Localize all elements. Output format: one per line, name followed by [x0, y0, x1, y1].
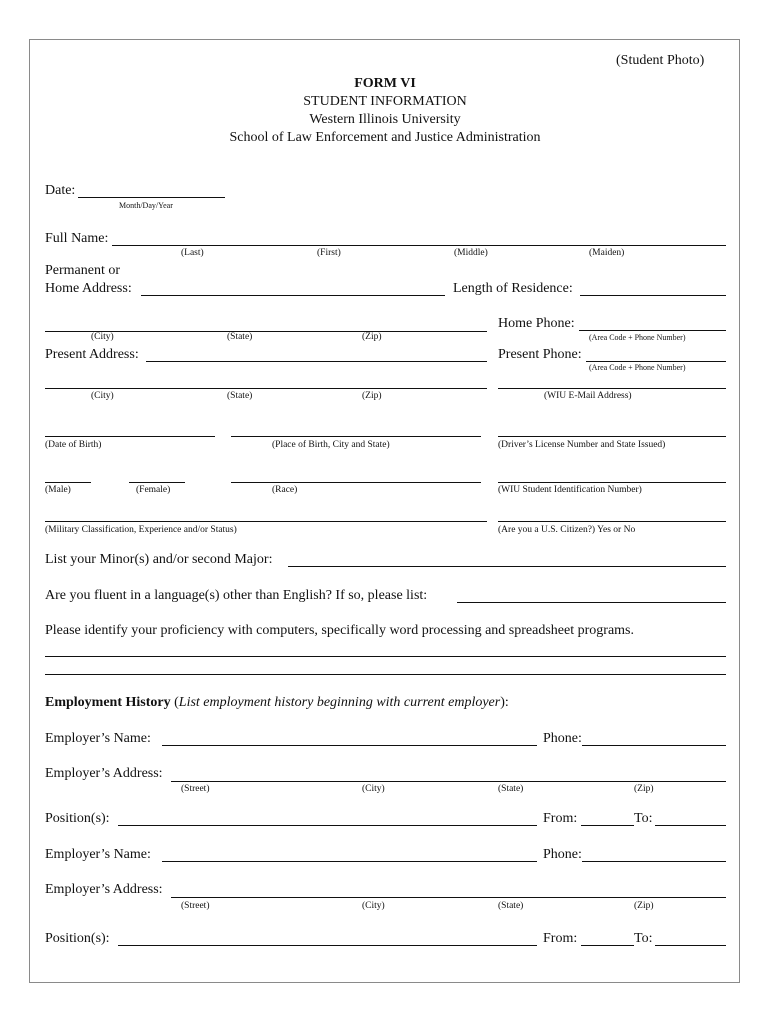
employer-name-field-2[interactable] [162, 861, 537, 862]
pob-hint: (Place of Birth, City and State) [272, 440, 390, 450]
wiu-id-field[interactable] [498, 482, 726, 483]
zip-hint-e1: (Zip) [634, 784, 654, 794]
race-hint: (Race) [272, 485, 298, 495]
residence-field[interactable] [580, 295, 726, 296]
maiden-hint: (Maiden) [589, 248, 625, 258]
employer-address-label-2: Employer’s Address: [45, 882, 163, 897]
computers-field-2[interactable] [45, 674, 726, 675]
present-address-field[interactable] [146, 361, 487, 362]
home-phone-label: Home Phone: [498, 316, 575, 331]
female-field[interactable] [129, 482, 185, 483]
date-hint: Month/Day/Year [119, 201, 173, 210]
position-label-2: Position(s): [45, 931, 110, 946]
from-field-1[interactable] [581, 825, 634, 826]
state-hint-2: (State) [227, 391, 253, 401]
zip-hint: (Zip) [362, 332, 382, 342]
state-hint-e2: (State) [498, 901, 524, 911]
city-hint-e1: (City) [362, 784, 385, 794]
employer-address-field-2[interactable] [171, 897, 726, 898]
military-field[interactable] [45, 521, 487, 522]
minor-field[interactable] [288, 566, 726, 567]
employer-phone-label-1: Phone: [543, 731, 582, 746]
form-title: STUDENT INFORMATION [303, 94, 467, 109]
male-field[interactable] [45, 482, 91, 483]
employer-name-field-1[interactable] [162, 745, 537, 746]
present-address-line2-field[interactable] [45, 388, 487, 389]
area-code-hint: (Area Code + Phone Number) [589, 333, 686, 342]
wiu-id-hint: (WIU Student Identification Number) [498, 485, 642, 495]
employer-name-label-2: Employer’s Name: [45, 847, 151, 862]
minor-label: List your Minor(s) and/or second Major: [45, 552, 273, 567]
permanent-label: Permanent or [45, 263, 121, 278]
form-number: FORM VI [354, 76, 416, 91]
present-phone-label: Present Phone: [498, 347, 582, 362]
military-hint: (Military Classification, Experience and/or Status) [45, 525, 237, 535]
from-field-2[interactable] [581, 945, 634, 946]
home-address-label: Home Address: [45, 281, 132, 296]
home-phone-field[interactable] [579, 330, 726, 331]
home-address-field[interactable] [141, 295, 445, 296]
male-hint: (Male) [45, 485, 71, 495]
citizen-hint: (Are you a U.S. Citizen?) Yes or No [498, 525, 636, 535]
full-name-label: Full Name: [45, 231, 109, 246]
university-name: Western Illinois University [309, 112, 461, 127]
student-photo-label: (Student Photo) [616, 53, 705, 68]
city-hint-2: (City) [91, 391, 114, 401]
license-hint: (Driver’s License Number and State Issued) [498, 440, 666, 450]
race-field[interactable] [231, 482, 481, 483]
date-label: Date: [45, 183, 76, 198]
residence-label: Length of Residence: [453, 281, 573, 296]
zip-hint-e2: (Zip) [634, 901, 654, 911]
to-label-2: To: [634, 931, 653, 946]
full-name-field[interactable] [112, 245, 726, 246]
to-field-2[interactable] [655, 945, 726, 946]
present-address-label: Present Address: [45, 347, 139, 362]
female-hint: (Female) [136, 485, 171, 495]
zip-hint-2: (Zip) [362, 391, 382, 401]
employment-heading [45, 696, 509, 710]
employer-address-field-1[interactable] [171, 781, 726, 782]
street-hint-2: (Street) [181, 901, 210, 911]
street-hint-1: (Street) [181, 784, 210, 794]
city-hint-e2: (City) [362, 901, 385, 911]
position-field-1[interactable] [118, 825, 537, 826]
city-hint: (City) [91, 332, 114, 342]
area-code-hint-2: (Area Code + Phone Number) [589, 363, 686, 372]
employer-address-label-1: Employer’s Address: [45, 766, 163, 781]
form-page [29, 39, 740, 983]
employment-note: List employment history beginning with current employer [178, 695, 501, 710]
position-label-1: Position(s): [45, 811, 110, 826]
state-hint-e1: (State) [498, 784, 524, 794]
dob-field[interactable] [45, 436, 215, 437]
dob-hint: (Date of Birth) [45, 440, 102, 450]
employer-name-label-1: Employer’s Name: [45, 731, 151, 746]
from-label-1: From: [543, 811, 578, 826]
employer-phone-field-2[interactable] [582, 861, 726, 862]
to-label-1: To: [634, 811, 653, 826]
present-phone-field[interactable] [586, 361, 726, 362]
employment-heading-bold: Employment History [45, 695, 171, 710]
from-label-2: From: [543, 931, 578, 946]
computers-field-1[interactable] [45, 656, 726, 657]
paren-close: ): [500, 695, 509, 710]
email-hint: (WIU E-Mail Address) [544, 391, 632, 401]
to-field-1[interactable] [655, 825, 726, 826]
school-name: School of Law Enforcement and Justice Administration [229, 130, 541, 145]
email-field[interactable] [498, 388, 726, 389]
employer-phone-field-1[interactable] [582, 745, 726, 746]
middle-hint: (Middle) [454, 248, 488, 258]
date-field[interactable] [78, 197, 225, 198]
computers-label: Please identify your proficiency with computers, specifically word processing and spreadsheet programs. [45, 623, 634, 638]
citizen-field[interactable] [498, 521, 726, 522]
last-hint: (Last) [181, 248, 204, 258]
pob-field[interactable] [231, 436, 481, 437]
language-field[interactable] [457, 602, 726, 603]
employer-phone-label-2: Phone: [543, 847, 582, 862]
language-label: Are you fluent in a language(s) other than English? If so, please list: [45, 588, 428, 603]
paren-open: ( [174, 695, 179, 710]
state-hint: (State) [227, 332, 253, 342]
position-field-2[interactable] [118, 945, 537, 946]
first-hint: (First) [317, 248, 341, 258]
license-field[interactable] [498, 436, 726, 437]
